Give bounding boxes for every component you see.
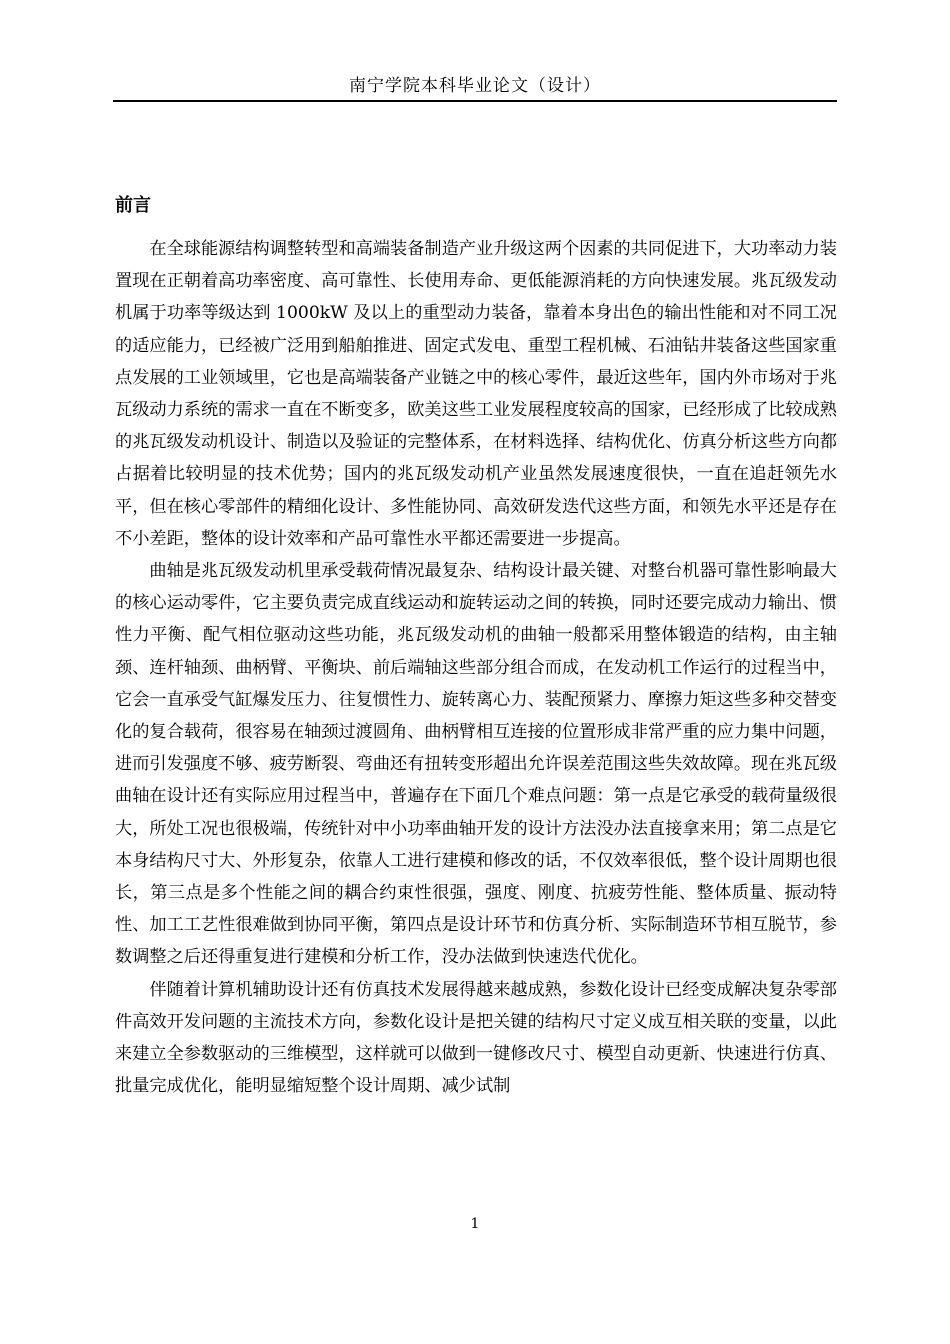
paragraph-3: 伴随着计算机辅助设计还有仿真技术发展得越来越成熟，参数化设计已经变成解决复杂零部件高效开发问题的主流技术方向，参数化设计是把关键的结构尺寸定义成互相关联的变量，以此来建立全参数驱动的三维模型，这样就可以做到一键修改尺寸、模型自动更新、快速进行仿真、批量完成优化，能明显缩短整个设计周期、减少试制 — [115, 979, 837, 1097]
body-text — [115, 233, 837, 1102]
paragraph-1: 在全球能源结构调整转型和高端装备制造产业升级这两个因素的共同促进下，大功率动力装置现在正朝着高功率密度、高可靠性、长使用寿命、更低能源消耗的方向快速发展。兆瓦级发动机属于功率等级达到 1000kW 及以上的重型动力装备，靠着本身出色的输出性能和对不同工况的适应能力，已经被广泛用到船舶推进、固定式发电、重型工程机械、石油钻井装备这些国家重点发展的工业领域里，它也是高端装备产业链之中的核心零件，最近这些年，国内外市场对于兆瓦级动力系统的需求一直在不断变多，欧美这些工业发展程度较高的国家，已经形成了比较成熟的兆瓦级发动机设计、制造以及验证的完整体系，在材料选择、结构优化、仿真分析这些方向都占据着比较明显的技术优势；国内的兆瓦级发动机产业虽然发展速度很快，一直在追赶领先水平，但在核心零部件的精细化设计、多性能协同、高效研发迭代这些方面，和领先水平还是存在不小差距，整体的设计效率和产品可靠性水平都还需要进一步提高。 — [115, 239, 837, 549]
page-header-title: 南宁学院本科毕业论文（设计） — [349, 76, 601, 96]
header-divider — [113, 100, 837, 102]
page-number: 1 — [470, 1216, 480, 1232]
paragraph-2: 曲轴是兆瓦级发动机里承受载荷情况最复杂、结构设计最关键、对整台机器可靠性影响最大的核心运动零件，它主要负责完成直线运动和旋转运动之间的转换，同时还要完成动力输出、惯性力平衡、配气相位驱动这些功能，兆瓦级发动机的曲轴一般都采用整体锻造的结构，由主轴颈、连杆轴颈、曲柄臂、平衡块、前后端轴这些部分组合而成，在发动机工作运行的过程当中，它会一直承受气缸爆发压力、往复惯性力、旋转离心力、装配预紧力、摩擦力矩这些多种交替变化的复合载荷，很容易在轴颈过渡圆角、曲柄臂相互连接的位置形成非常严重的应力集中问题，进而引发强度不够、疲劳断裂、弯曲还有扭转变形超出允许误差范围这些失效故障。现在兆瓦级曲轴在设计还有实际应用过程当中，普遍存在下面几个难点问题：第一点是它承受的载荷量级很大，所处工况也很极端，传统针对中小功率曲轴开发的设计方法没办法直接拿来用；第二点是它本身结构尺寸大、外形复杂，依靠人工进行建模和修改的话，不仅效率很低，整个设计周期也很长，第三点是多个性能之间的耦合约束性很强，强度、刚度、抗疲劳性能、整体质量、振动特性、加工工艺性很难做到协同平衡，第四点是设计环节和仿真分析、实际制造环节相互脱节，参数调整之后还得重复进行建模和分析工作，没办法做到快速迭代优化。 — [115, 561, 837, 968]
section-heading: 前言 — [115, 195, 151, 216]
